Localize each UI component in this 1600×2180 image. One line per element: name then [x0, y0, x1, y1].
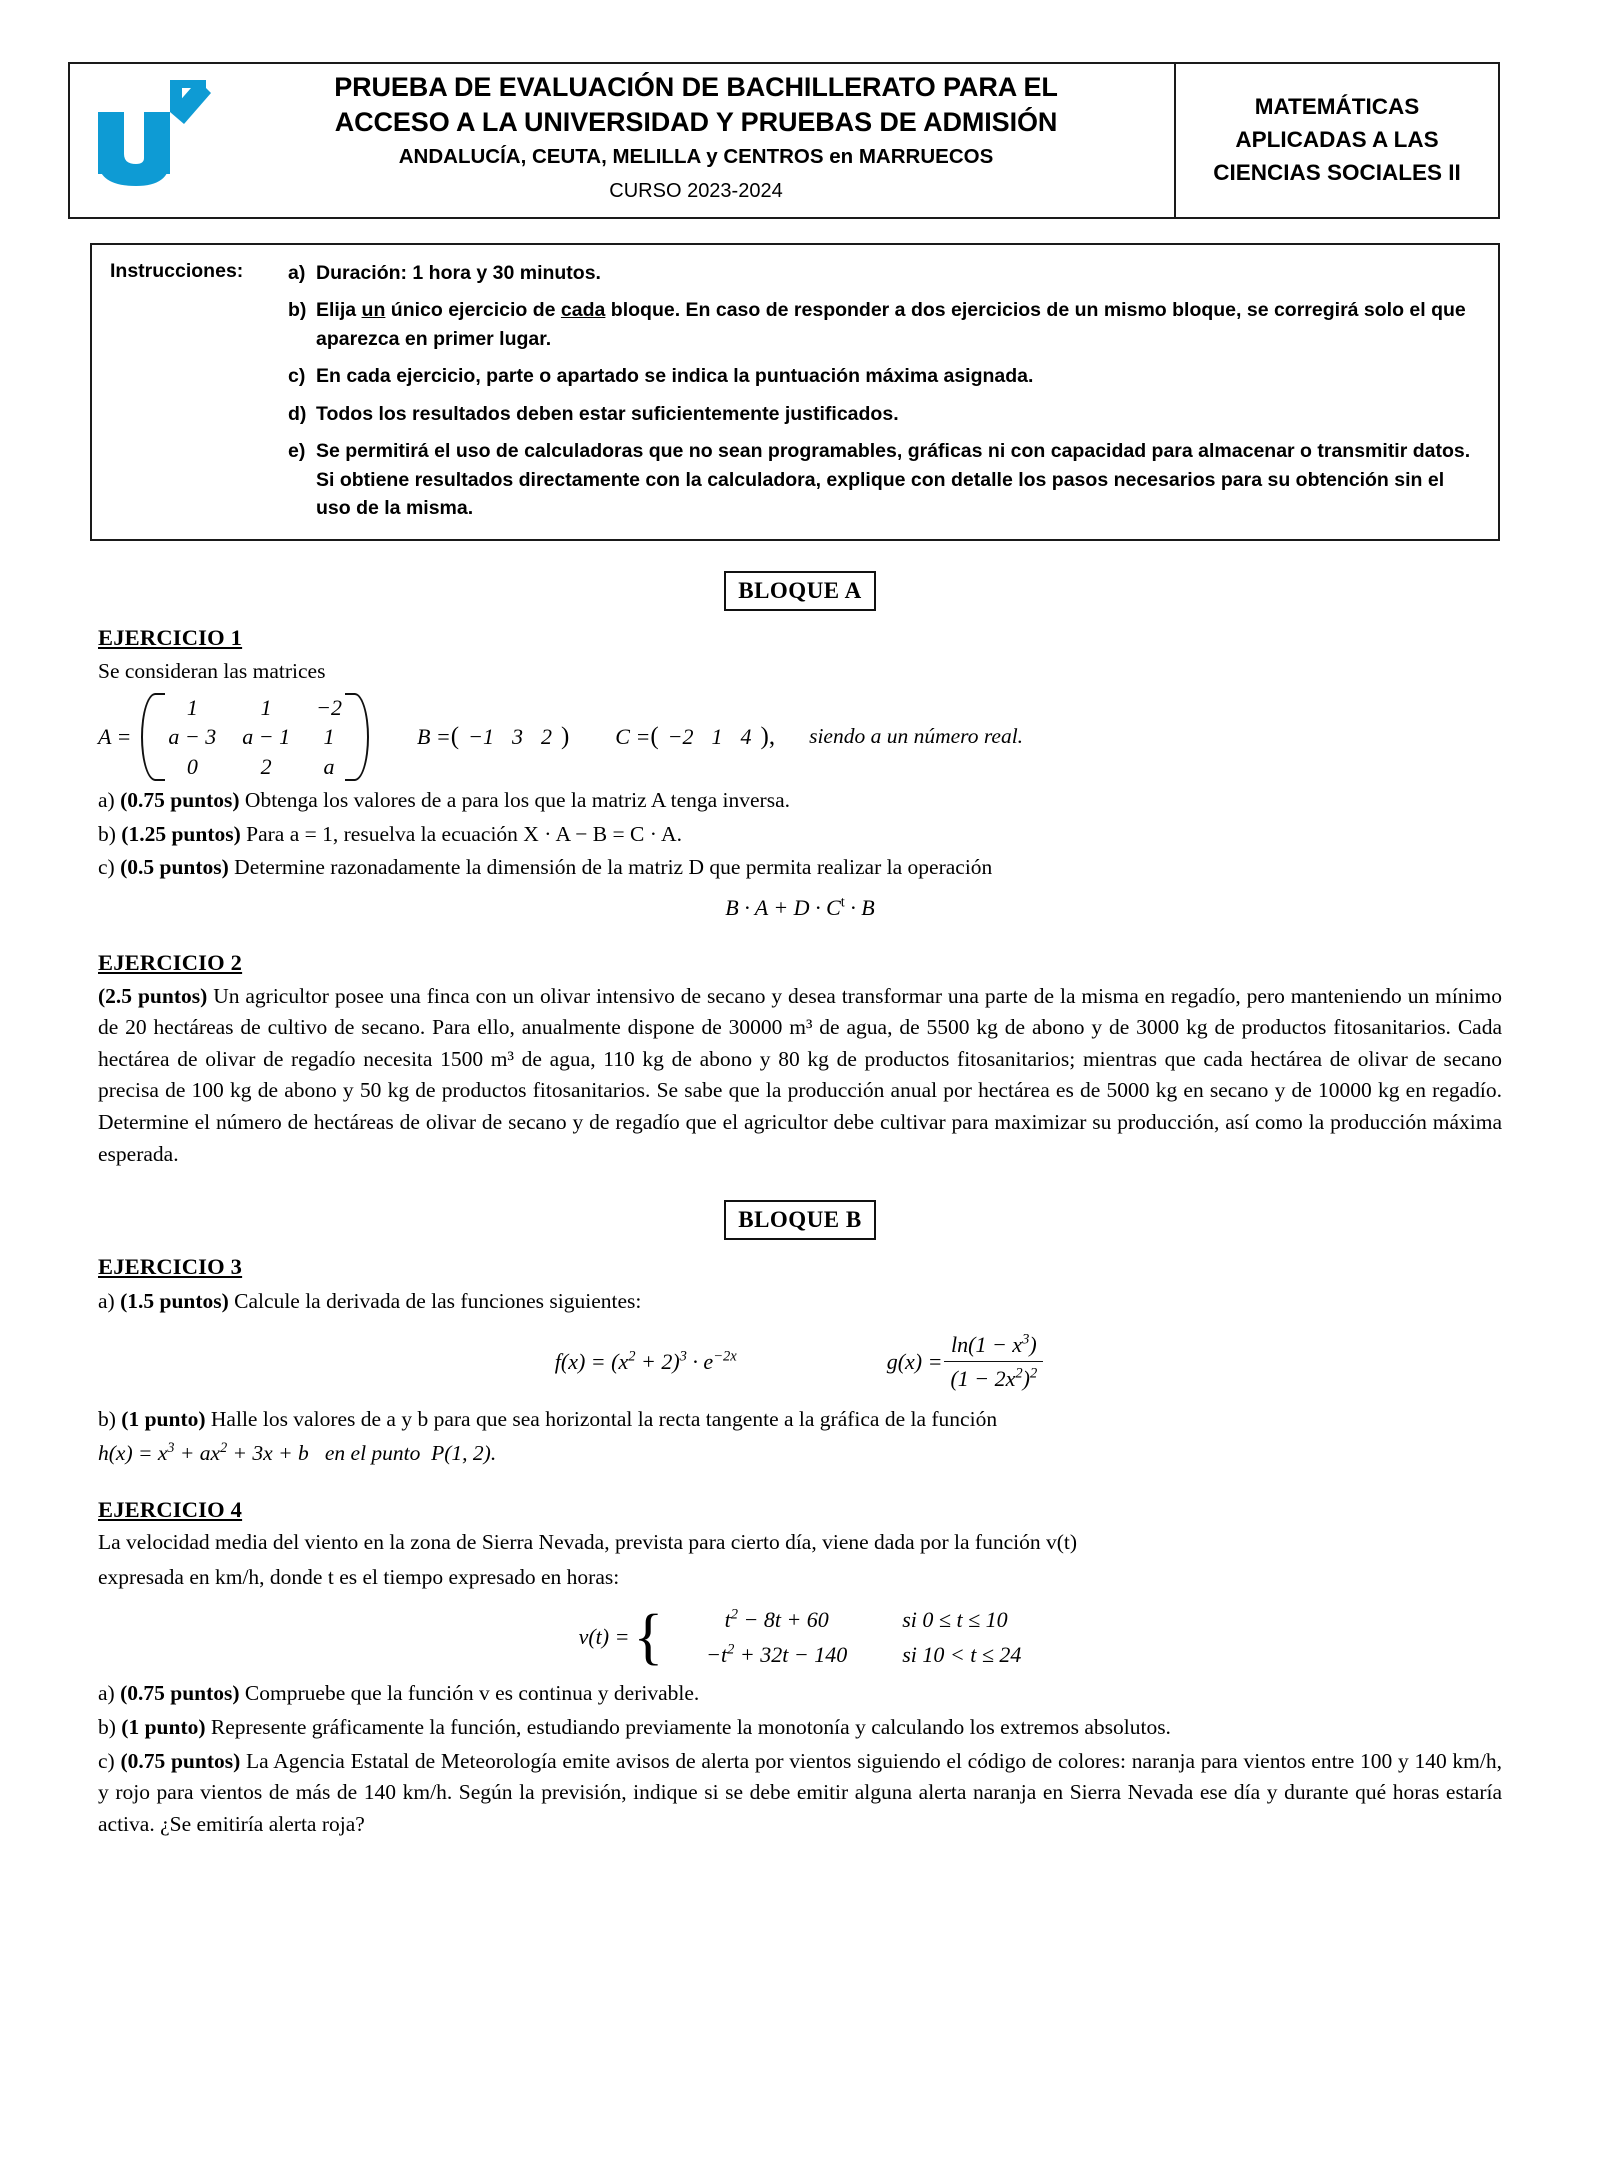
exercise1-intro: Se consideran las matrices	[98, 659, 326, 684]
header-main-panel	[70, 64, 1176, 217]
part-b-text: Represente gráficamente la función, estudiando previamente la monotonía y calculando los extremos absolutos.	[210, 1715, 1171, 1739]
exercise3-part-b	[98, 1404, 1502, 1436]
header-title-line2: ACCESO A LA UNIVERSIDAD Y PRUEBAS DE ADMISIÓN	[334, 106, 1058, 137]
instruction-key-d: d)	[288, 402, 307, 425]
bloque-b-heading	[98, 1200, 1502, 1240]
matrix-cell: −2	[667, 723, 694, 749]
instruction-text-a: Duración: 1 hora y 30 minutos.	[316, 261, 601, 284]
exercise3-functions	[98, 1330, 1502, 1393]
matrix-cell: 1	[186, 694, 198, 720]
matrix-cell: 2	[540, 723, 552, 749]
function-f	[555, 1347, 737, 1377]
bloque-a-label: BLOQUE A	[724, 571, 876, 611]
matrix-cell: 1	[323, 724, 335, 750]
exercise4-part-a	[98, 1678, 1502, 1709]
matrix-cell: a	[323, 753, 335, 779]
piecewise-row-1	[669, 1602, 1021, 1637]
vector-right-paren: )	[560, 722, 570, 750]
matrix-cell: 4	[740, 723, 752, 749]
function-h-expression: $h(x) = x^3 + ax^2 + 3x + b$ en el punto P(1, 2).	[98, 1439, 497, 1466]
part-a-text: Compruebe que la función v es continua y derivable.	[244, 1681, 700, 1706]
subject-line2: APLICADAS A LAS	[1235, 127, 1439, 153]
piecewise-label: v(t) =	[578, 1624, 630, 1650]
part-a-key: a)	[98, 1288, 115, 1313]
piecewise-cond-2: si 10 < t ≤ 24	[902, 1642, 1022, 1668]
instruction-key-a: a)	[288, 261, 306, 284]
matrix-a	[139, 693, 371, 782]
part-c-key: c)	[98, 1748, 115, 1773]
instructions-list	[288, 259, 1480, 523]
instruction-item-b	[288, 296, 1480, 353]
matrix-row	[155, 722, 355, 752]
exercise2-body	[98, 981, 1502, 1171]
matrix-b-label: B =	[416, 723, 451, 749]
header-title-group	[226, 70, 1174, 207]
instructions-box	[90, 243, 1500, 541]
piecewise-function	[579, 1602, 1022, 1672]
piecewise-row-2	[669, 1637, 1021, 1672]
part-b-key: b)	[98, 1406, 116, 1431]
part-c-points: (0.5 puntos)	[120, 855, 229, 880]
matrix-cell: 1	[711, 723, 723, 749]
instr-b-underline-cada: cada	[560, 299, 606, 322]
exercise4-title: EJERCICIO 4	[98, 1496, 243, 1522]
matrix-row	[155, 752, 355, 782]
header-regions-line: ANDALUCÍA, CEUTA, MELILLA y CENTROS en MARRUECOS	[398, 145, 994, 169]
function-g-denominator: $(1 - 2x^2)^2$	[944, 1361, 1043, 1394]
matrix-b	[417, 720, 569, 754]
exercise1-part-a	[98, 785, 1502, 816]
instruction-key-e: e)	[288, 440, 306, 463]
instruction-item-c	[288, 362, 1480, 390]
exercise4-piecewise-block	[98, 1602, 1502, 1672]
matrix-row	[155, 693, 355, 723]
part-b-text: Para a = 1, resuelva la ecuación X · A − B = C · A.	[246, 821, 682, 846]
piecewise-cond-1: si 0 ≤ t ≤ 10	[902, 1607, 1008, 1633]
matrix-cell: a − 1	[242, 724, 291, 750]
exam-content	[98, 571, 1502, 1841]
instruction-key-c: c)	[288, 365, 306, 388]
part-c-key: c)	[98, 855, 115, 880]
header-title-line1: PRUEBA DE EVALUACIÓN DE BACHILLERATO PARA EL	[334, 72, 1058, 102]
instruction-text-d: Todos los resultados deben estar suficientemente justificados.	[316, 402, 899, 425]
part-c-text: Determine razonadamente la dimensión de la matriz D que permita realizar la operación	[234, 855, 993, 880]
part-a-points: (0.75 puntos)	[120, 788, 240, 813]
matrix-cell: 2	[260, 753, 272, 779]
instr-b-post: bloque. En caso de responder a dos ejercicios de un mismo bloque, se corregirá solo el que aparezca en primer lugar.	[316, 299, 1466, 350]
instruction-text-b	[316, 296, 1480, 353]
matrix-left-paren	[139, 693, 155, 782]
exercise4-part-c	[98, 1746, 1502, 1841]
matrix-c-label: C =	[615, 723, 651, 749]
matrix-a-table	[155, 693, 355, 782]
exercise2-title: EJERCICIO 2	[98, 950, 243, 976]
exercise1-part-b	[98, 819, 1502, 850]
subject-line3: CIENCIAS SOCIALES II	[1213, 159, 1461, 185]
u-arrow-logo-icon	[86, 78, 216, 198]
part-a-points: (1.5 puntos)	[120, 1288, 229, 1313]
matrix-a-label: A =	[98, 723, 132, 749]
university-logo	[70, 78, 226, 198]
exercise3-title: EJERCICIO 3	[98, 1254, 243, 1280]
function-g-label: g(x) =	[886, 1348, 943, 1374]
instr-b-pre: Elija	[316, 299, 362, 322]
piecewise-brace: {	[633, 1602, 664, 1671]
part-b-points: (1 punto)	[121, 1406, 206, 1431]
part-b-key: b)	[98, 821, 116, 846]
part-a-key: a)	[98, 1681, 115, 1706]
function-f-expression: $(x^2 + 2)^3 \cdot e^{-2x}$	[611, 1348, 737, 1374]
exercise4-intro1: La velocidad media del viento en la zona de Sierra Nevada, prevista para cierto día, viene dada por la función v(t)	[98, 1530, 1078, 1554]
instruction-item-d	[288, 400, 1480, 428]
exercise2-text: Un agricultor posee una finca con un olivar intensivo de secano y desea transformar una parte de la misma en regadío, pero manteniendo un mínimo de 20 hectáreas de cultivo de secano. Para ello, anualmente dispone de 30000 m³ de agua, de 5500 kg de abono y de 3000 kg de productos fitosanitarios. Cada hectárea de olivar de regadío necesita 1500 m³ de agua, 110 kg de abono y 80 kg de productos fitosanitarios; mientras que cada hectárea de olivar de secano precisa de 100 kg de abono y 50 kg de productos fitosanitarios. Se sabe que la producción anual por hectárea es de 5000 kg en secano y de 10000 kg en regadío. Determine el número de hectáreas de olivar de secano y de regadío que el agricultor debe cultivar para maximizar su producción, así como la producción máxima esperada.	[98, 983, 1503, 1166]
instruction-key-b: b)	[288, 299, 307, 322]
piecewise-rows	[669, 1602, 1021, 1672]
piecewise-expr-1: $t^2 - 8t + 60$	[724, 1606, 829, 1633]
instruction-item-a	[288, 259, 1480, 287]
matrix-cell: −2	[316, 694, 342, 720]
instruction-item-e	[288, 437, 1480, 522]
matrix-cell: 3	[511, 723, 523, 749]
vector-left-paren: (	[650, 722, 659, 750]
matrix-cell: −1	[468, 723, 494, 749]
exercise4-intro2: expresada en km/h, donde t es el tiempo expresado en horas:	[98, 1564, 620, 1589]
exercise1-part-c-formula	[98, 893, 1502, 923]
function-f-label: f(x) =	[554, 1348, 606, 1374]
subject-line1: MATEMÁTICAS	[1254, 94, 1420, 120]
part-b-points: (1 punto)	[121, 1715, 206, 1739]
matrix-right-paren	[355, 693, 371, 782]
exercise4-part-b	[98, 1712, 1502, 1744]
instruction-text-c: En cada ejercicio, parte o apartado se indica la puntuación máxima asignada.	[316, 365, 1034, 388]
exercise2-points: (2.5 puntos)	[98, 983, 208, 1008]
part-b-points: (1.25 puntos)	[121, 821, 241, 846]
part-b-key: b)	[98, 1715, 116, 1739]
part-c-points: (0.75 puntos)	[120, 1748, 241, 1773]
header-course-year: CURSO 2023-2024	[609, 179, 783, 202]
function-g	[887, 1330, 1046, 1393]
exercise3-part-a	[98, 1286, 1502, 1317]
matrix-cell: 1	[260, 694, 272, 720]
exercise1-siendo-note: siendo a un número real.	[809, 724, 1024, 749]
matrix-cell: a − 3	[168, 724, 217, 750]
vector-left-paren: (	[450, 722, 460, 750]
part-a-points: (0.75 puntos)	[120, 1681, 240, 1706]
part-b-text: Halle los valores de a y b para que sea horizontal la recta tangente a la gráfica de la función	[210, 1406, 998, 1431]
instructions-label: Instrucciones:	[110, 259, 244, 282]
instr-b-mid: único ejercicio de	[385, 299, 561, 322]
part-c-text: La Agencia Estatal de Meteorología emite avisos de alerta por vientos siguiendo el código de colores: naranja para vientos entre 100 y 140 km/h, y rojo para vientos de más de 140 km/h. Según la previsión, indique si se debe emitir alguna alerta naranja en Sierra Nevada ese día y durante qué horas estaría activa. ¿Se emitiría alerta roja?	[98, 1748, 1503, 1836]
part-a-text: Obtenga los valores de a para los que la matriz A tenga inversa.	[244, 788, 791, 813]
vector-right-paren: ),	[760, 722, 776, 750]
matrix-cell: 0	[186, 753, 198, 779]
piecewise-expr-2: $-t^2 + 32t - 140$	[706, 1641, 848, 1668]
header-subject-panel	[1176, 64, 1498, 217]
exercise1-part-c	[98, 852, 1502, 883]
exam-header	[68, 62, 1500, 219]
bloque-b-label: BLOQUE B	[724, 1200, 876, 1240]
instruction-text-e: Se permitirá el uso de calculadoras que no sean programables, gráficas ni con capacidad para almacenar o transmitir datos. Si obtiene resultados directamente con la calculadora, explique con detalle los pasos necesarios para su obtención sin el uso de la misma.	[316, 440, 1471, 520]
exam-page	[0, 62, 1600, 2180]
exercise1-matrices-row	[98, 693, 1502, 782]
function-g-fraction	[944, 1330, 1043, 1393]
matrix-c	[615, 720, 775, 754]
function-g-numerator: $\ln(1 - x^3)$	[951, 1331, 1037, 1358]
formula-bacb: $B \cdot A + D \cdot C^t \cdot B$	[725, 894, 875, 920]
part-a-text: Calcule la derivada de las funciones siguientes:	[234, 1288, 642, 1313]
exercise3-part-b-function	[98, 1438, 1502, 1469]
bloque-a-heading	[98, 571, 1502, 611]
exercise1-title: EJERCICIO 1	[98, 624, 243, 650]
instr-b-underline-un: un	[361, 299, 386, 322]
part-a-key: a)	[98, 788, 115, 813]
